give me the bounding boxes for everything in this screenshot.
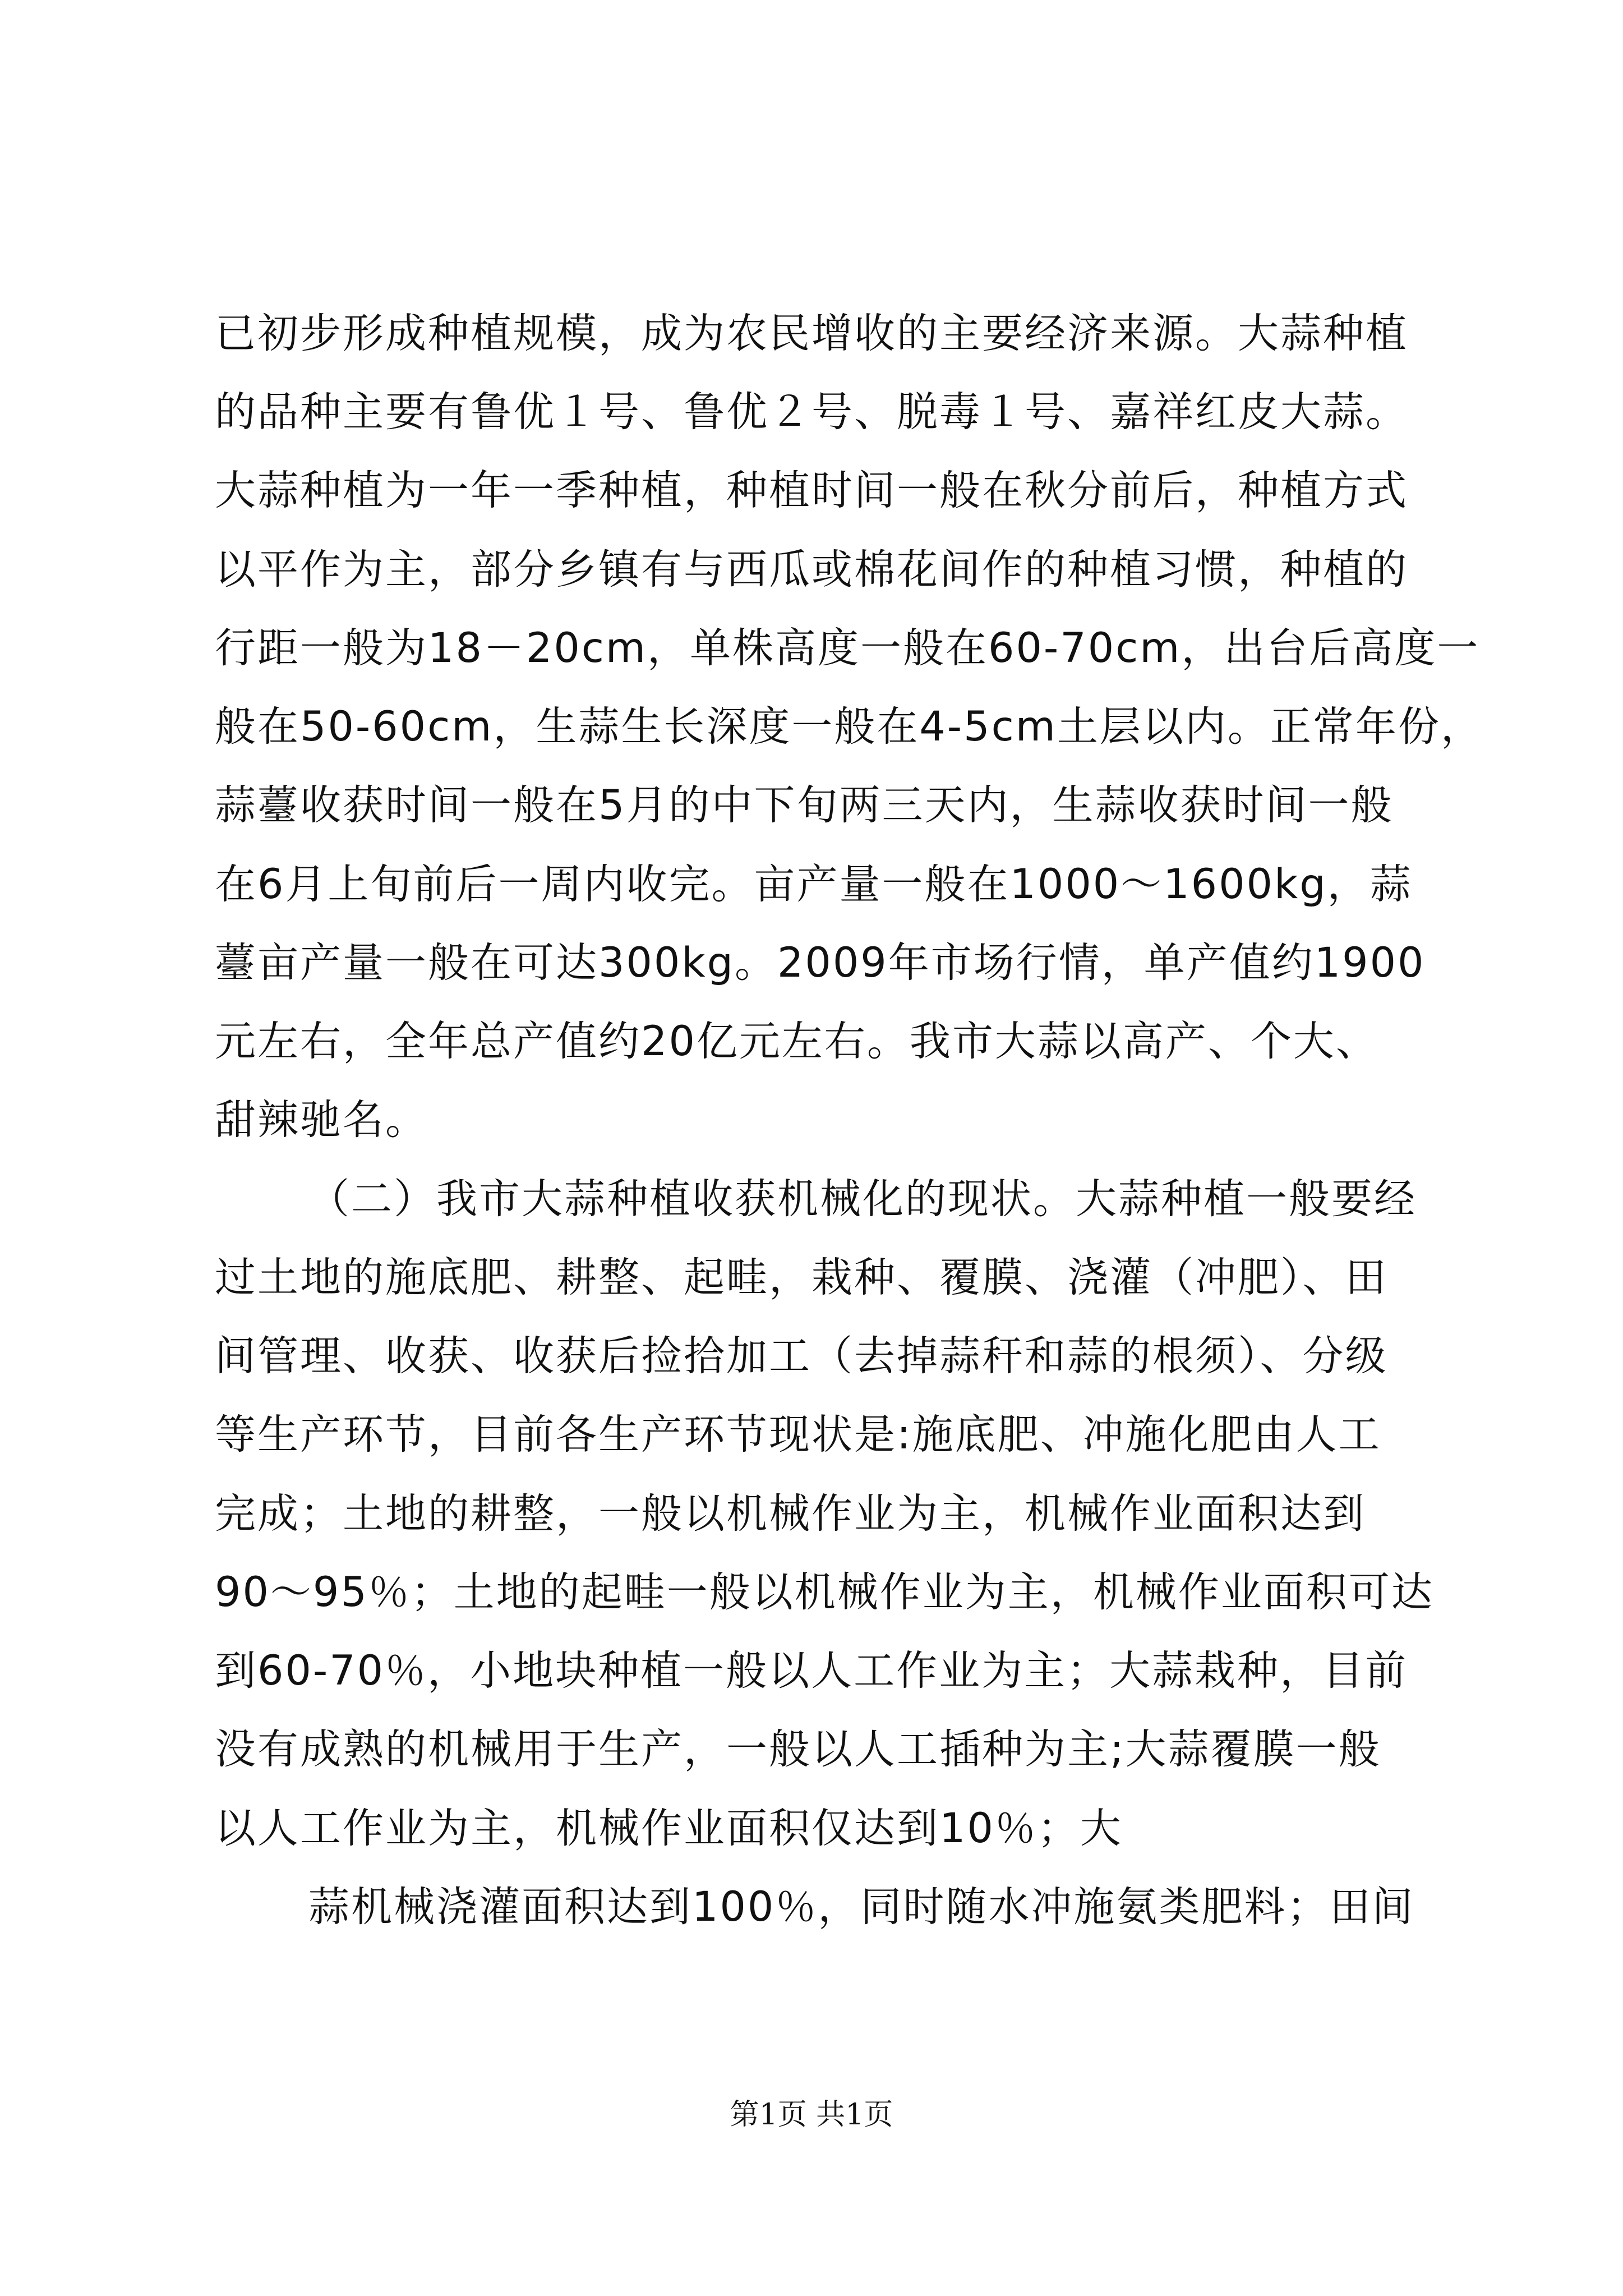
paragraph-line: 间管理、收获、收获后捡拾加工（去掉蒜秆和蒜的根须）、分级 [215, 1332, 1388, 1380]
paragraph-line: 没有成熟的机械用于生产，一般以人工插种为主;大蒜覆膜一般 [215, 1726, 1381, 1773]
paragraph-line: 的品种主要有鲁优１号、鲁优２号、脱毒１号、嘉祥红皮大蒜。 [215, 388, 1408, 436]
paragraph-line: 在6月上旬前后一周内收完。亩产量一般在1000～1600kg，蒜 [215, 861, 1413, 908]
paragraph-line: 薹亩产量一般在可达300kg。2009年市场行情，单产值约1900 [215, 939, 1426, 987]
paragraph-line: 行距一般为18－20cm，单株高度一般在60-70cm，出台后高度一 [215, 624, 1480, 672]
paragraph-line: 等生产环节，目前各生产环节现状是:施底肥、冲施化肥由人工 [215, 1411, 1381, 1458]
paragraph-line: 完成；土地的耕整，一般以机械作业为主，机械作业面积达到 [215, 1490, 1366, 1538]
paragraph-line: 以平作为主，部分乡镇有与西瓜或棉花间作的种植习惯，种植的 [215, 546, 1408, 593]
paragraph-line: 蒜薹收获时间一般在5月的中下旬两三天内，生蒜收获时间一般 [215, 781, 1394, 829]
paragraph-line: 过土地的施底肥、耕整、起畦，栽种、覆膜、浇灌（冲肥）、田 [215, 1254, 1388, 1301]
paragraph-line: 以人工作业为主，机械作业面积仅达到10％；大 [215, 1805, 1123, 1852]
paragraph-line: 元左右，全年总产值约20亿元左右。我市大蒜以高产、个大、 [215, 1018, 1378, 1065]
paragraph-line: 到60-70％，小地块种植一般以人工作业为主；大蒜栽种，目前 [215, 1647, 1408, 1695]
paragraph-line: （二）我市大蒜种植收获机械化的现状。大蒜种植一般要经 [308, 1175, 1417, 1223]
paragraph-line: 甜辣驰名。 [215, 1096, 428, 1144]
paragraph-line: 大蒜种植为一年一季种植，种植时间一般在秋分前后，种植方式 [215, 467, 1408, 514]
paragraph-line: 蒜机械浇灌面积达到100％，同时随水冲施氨类肥料；田间 [308, 1883, 1415, 1931]
paragraph-line: 般在50-60cm，生蒜生长深度一般在4-5cm土层以内。正常年份， [215, 703, 1483, 751]
paragraph-line: 90～95％；土地的起畦一般以机械作业为主，机械作业面积可达 [215, 1568, 1434, 1616]
page-footer: 第1页 共1页 [730, 2098, 893, 2132]
paragraph-line: 已初步形成种植规模，成为农民增收的主要经济来源。大蒜种植 [215, 310, 1408, 357]
